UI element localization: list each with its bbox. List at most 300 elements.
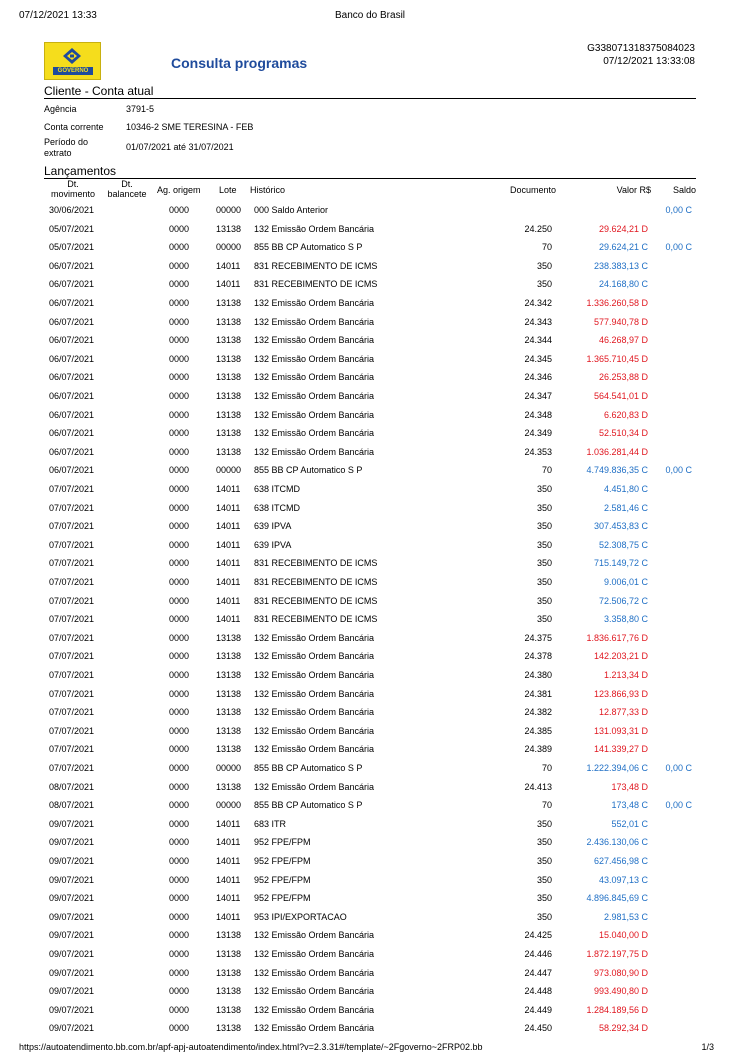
table-row (0, 833, 740, 851)
page-number: 1/3 (701, 1042, 714, 1052)
col-header-saldo: Saldo (672, 185, 696, 195)
cell-historico: 855 BB CP Automatico S P (254, 465, 363, 476)
table-row (0, 257, 740, 275)
cell-dt-movimento: 06/07/2021 (49, 465, 95, 476)
cell-lote: 14011 (216, 874, 241, 885)
cell-historico: 855 BB CP Automatico S P (254, 242, 363, 253)
col-header-dt-movimento-line-2: movimento (50, 189, 95, 199)
cell-valor: 973.080,90 D (593, 967, 648, 978)
cell-documento: 70 (541, 800, 552, 811)
cell-dt-movimento: 07/07/2021 (49, 744, 95, 755)
cell-lote: 14011 (216, 614, 241, 625)
cell-lote: 14011 (216, 911, 241, 922)
cell-valor: 173,48 C (611, 800, 648, 811)
cell-ag-origem: 0000 (169, 521, 190, 532)
cell-valor: 1.836.617,76 D (586, 632, 648, 643)
cell-ag-origem: 0000 (169, 856, 190, 866)
cell-historico: 132 Emissão Ordem Bancária (254, 391, 375, 401)
table-row (0, 573, 740, 591)
cell-ag-origem: 0000 (169, 335, 190, 346)
cell-documento: 24.250 (524, 223, 552, 234)
cell-lote: 14011 (216, 856, 241, 866)
table-row (0, 722, 740, 740)
cell-historico: 639 IPVA (254, 539, 292, 550)
cell-documento: 350 (536, 521, 552, 532)
cell-valor: 3.358,80 C (603, 614, 648, 625)
cell-ag-origem: 0000 (169, 911, 190, 922)
col-header-dt-movimento-line-1: Dt. (67, 179, 79, 189)
cell-valor: 173,48 D (611, 781, 648, 792)
cell-dt-movimento: 09/07/2021 (49, 893, 95, 904)
table-row (0, 945, 740, 963)
cell-dt-movimento: 09/07/2021 (49, 856, 95, 866)
cell-dt-movimento: 07/07/2021 (49, 632, 95, 643)
cell-ag-origem: 0000 (169, 502, 190, 513)
table-row (0, 647, 740, 665)
cell-ag-origem: 0000 (169, 1004, 190, 1015)
cell-historico: 831 RECEBIMENTO DE ICMS (254, 558, 378, 569)
client-divider (44, 98, 696, 99)
cell-documento: 350 (536, 893, 552, 904)
table-row (0, 461, 740, 479)
cell-dt-movimento: 07/07/2021 (49, 688, 95, 699)
cell-dt-movimento: 30/06/2021 (49, 205, 95, 215)
cell-historico: 831 RECEBIMENTO DE ICMS (254, 614, 378, 625)
cell-documento: 24.385 (524, 725, 552, 736)
cell-dt-movimento: 09/07/2021 (49, 967, 95, 978)
cell-ag-origem: 0000 (169, 428, 190, 439)
cell-historico: 132 Emissão Ordem Bancária (254, 316, 375, 327)
cell-valor: 52.308,75 C (598, 539, 648, 550)
cell-ag-origem: 0000 (169, 800, 190, 811)
cell-lote: 13138 (216, 428, 242, 439)
cell-documento: 24.381 (524, 688, 552, 699)
cell-historico: 952 FPE/FPM (254, 856, 311, 866)
cell-historico: 132 Emissão Ordem Bancária (254, 688, 375, 699)
col-header-valor: Valor R$ (616, 185, 651, 195)
table-row (0, 350, 740, 368)
cell-ag-origem: 0000 (169, 316, 190, 327)
cell-valor: 1.222.394,06 C (586, 763, 648, 773)
cell-valor: 4.896.845,69 C (586, 893, 648, 904)
cell-historico: 132 Emissão Ordem Bancária (254, 930, 375, 941)
cell-ag-origem: 0000 (169, 465, 190, 476)
cell-lote: 13138 (216, 725, 242, 736)
cell-valor: 72.506,72 C (598, 595, 648, 606)
cell-historico: 132 Emissão Ordem Bancária (254, 335, 375, 346)
periodo-label-line-2: extrato (44, 148, 72, 158)
cell-valor: 1.336.260,58 D (586, 298, 648, 308)
cell-documento: 350 (536, 911, 552, 922)
cell-documento: 350 (536, 818, 552, 829)
cell-ag-origem: 0000 (169, 632, 190, 643)
cell-documento: 24.344 (524, 335, 552, 346)
cell-documento: 24.346 (524, 372, 552, 383)
cell-documento: 24.348 (524, 409, 552, 420)
table-row (0, 1019, 740, 1037)
cell-valor: 4.451,80 C (603, 484, 648, 494)
cell-historico: 132 Emissão Ordem Bancária (254, 353, 375, 364)
table-row (0, 499, 740, 517)
cell-documento: 350 (536, 856, 552, 866)
cell-saldo: 0,00 C (665, 205, 692, 215)
cell-ag-origem: 0000 (169, 558, 190, 569)
cell-lote: 13138 (216, 651, 242, 662)
cell-valor: 12.877,33 D (598, 707, 648, 718)
print-timestamp: 07/12/2021 13:33 (19, 10, 97, 21)
cell-dt-movimento: 05/07/2021 (49, 242, 95, 253)
cell-documento: 70 (541, 763, 552, 773)
cell-lote: 00000 (216, 242, 242, 253)
cell-dt-movimento: 07/07/2021 (49, 521, 95, 532)
cell-dt-movimento: 06/07/2021 (49, 446, 95, 457)
cell-lote: 00000 (216, 763, 242, 773)
cell-documento: 24.380 (524, 670, 552, 680)
document-datetime: 07/12/2021 13:33:08 (603, 56, 695, 67)
cell-ag-origem: 0000 (169, 930, 190, 941)
cell-ag-origem: 0000 (169, 242, 190, 253)
cell-documento: 350 (536, 614, 552, 625)
cell-documento: 24.343 (524, 316, 552, 327)
cell-ag-origem: 0000 (169, 744, 190, 755)
client-section-title: Cliente - Conta atual (44, 84, 154, 98)
cell-valor: 58.292,34 D (598, 1023, 648, 1034)
table-row (0, 666, 740, 684)
cell-documento: 24.425 (524, 930, 552, 941)
cell-valor: 2.436.130,06 C (586, 837, 648, 848)
cell-valor: 627.456,98 C (593, 856, 648, 866)
table-row (0, 908, 740, 926)
cell-valor: 46.268,97 D (598, 335, 648, 346)
cell-historico: 132 Emissão Ordem Bancária (254, 632, 375, 643)
table-row (0, 313, 740, 331)
cell-historico: 831 RECEBIMENTO DE ICMS (254, 279, 378, 290)
page-title: Consulta programas (171, 55, 308, 71)
cell-saldo: 0,00 C (665, 465, 692, 476)
cell-ag-origem: 0000 (169, 446, 190, 457)
table-row (0, 424, 740, 442)
cell-documento: 350 (536, 539, 552, 550)
cell-ag-origem: 0000 (169, 837, 190, 848)
col-header-dt-balancete (104, 179, 150, 199)
table-row (0, 982, 740, 1000)
cell-lote: 13138 (216, 353, 242, 364)
cell-dt-movimento: 06/07/2021 (49, 316, 95, 327)
cell-valor: 577.940,78 D (593, 316, 648, 327)
cell-valor: 238.383,13 C (593, 260, 648, 271)
page-url: https://autoatendimento.bb.com.br/apf-apj-autoatendimento/index.html?v=2.3.31#/template/~2Fgoverno~2FRP02.bb (19, 1042, 483, 1052)
cell-documento: 24.353 (524, 446, 552, 457)
cell-valor: 26.253,88 D (598, 372, 648, 383)
cell-ag-origem: 0000 (169, 484, 190, 494)
cell-historico: 132 Emissão Ordem Bancária (254, 298, 375, 308)
cell-dt-movimento: 09/07/2021 (49, 874, 95, 885)
cell-valor: 564.541,01 D (593, 391, 648, 401)
cell-ag-origem: 0000 (169, 595, 190, 606)
table-row (0, 220, 740, 238)
cell-lote: 14011 (216, 893, 241, 904)
cell-valor: 52.510,34 D (598, 428, 648, 439)
cell-historico: 683 ITR (254, 818, 287, 829)
table-row (0, 778, 740, 796)
cell-historico: 953 IPI/EXPORTACAO (254, 911, 347, 922)
cell-lote: 14011 (216, 521, 241, 532)
cell-lote: 14011 (216, 818, 241, 829)
cell-lote: 13138 (216, 986, 242, 997)
cell-lote: 14011 (216, 539, 241, 550)
cell-lote: 13138 (216, 446, 242, 457)
table-row (0, 926, 740, 944)
table-row (0, 964, 740, 982)
cell-dt-movimento: 07/07/2021 (49, 595, 95, 606)
cell-historico: 855 BB CP Automatico S P (254, 763, 363, 773)
cell-historico: 132 Emissão Ordem Bancária (254, 1023, 375, 1034)
print-site-title: Banco do Brasil (334, 10, 406, 21)
cell-lote: 13138 (216, 223, 242, 234)
table-row (0, 517, 740, 535)
cell-ag-origem: 0000 (169, 949, 190, 959)
cell-lote: 00000 (216, 205, 242, 215)
cell-valor: 141.339,27 D (593, 744, 648, 755)
cell-lote: 13138 (216, 1023, 242, 1034)
cell-documento: 24.450 (524, 1023, 552, 1034)
cell-historico: 132 Emissão Ordem Bancária (254, 428, 375, 439)
cell-historico: 132 Emissão Ordem Bancária (254, 949, 375, 959)
cell-lote: 14011 (216, 558, 241, 569)
cell-documento: 350 (536, 595, 552, 606)
cell-lote: 14011 (216, 577, 241, 587)
cell-ag-origem: 0000 (169, 1023, 190, 1034)
cell-dt-movimento: 07/07/2021 (49, 502, 95, 513)
cell-dt-movimento: 08/07/2021 (49, 781, 95, 792)
cell-documento: 70 (541, 242, 552, 253)
table-row (0, 406, 740, 424)
cell-dt-movimento: 07/07/2021 (49, 558, 95, 569)
cell-ag-origem: 0000 (169, 670, 190, 680)
cell-documento: 350 (536, 260, 552, 271)
cell-lote: 14011 (216, 484, 241, 494)
cell-valor: 29.624,21 C (598, 242, 648, 253)
col-header-ag-origem: Ag. origem (157, 185, 201, 195)
cell-historico: 132 Emissão Ordem Bancária (254, 651, 375, 662)
cell-documento: 24.342 (524, 298, 552, 308)
col-header-lote: Lote (219, 185, 237, 195)
cell-ag-origem: 0000 (169, 707, 190, 718)
cell-documento: 24.347 (524, 391, 552, 401)
cell-dt-movimento: 05/07/2021 (49, 223, 95, 234)
cell-lote: 13138 (216, 335, 242, 346)
cell-ag-origem: 0000 (169, 763, 190, 773)
cell-valor: 24.168,80 C (598, 279, 648, 290)
cell-documento: 350 (536, 484, 552, 494)
cell-dt-movimento: 07/07/2021 (49, 670, 95, 680)
cell-lote: 13138 (216, 781, 242, 792)
cell-ag-origem: 0000 (169, 874, 190, 885)
cell-historico: 952 FPE/FPM (254, 837, 311, 848)
cell-dt-movimento: 06/07/2021 (49, 428, 95, 439)
cell-documento: 70 (541, 465, 552, 476)
cell-ag-origem: 0000 (169, 298, 190, 308)
cell-lote: 13138 (216, 298, 242, 308)
cell-lote: 00000 (216, 465, 242, 476)
cell-lote: 13138 (216, 391, 242, 401)
cell-valor: 9.006,01 C (603, 577, 648, 587)
bb-logo-icon (61, 47, 83, 65)
col-header-dt-balancete-line-2: balancete (107, 189, 147, 199)
table-row (0, 480, 740, 498)
cell-lote: 13138 (216, 967, 242, 978)
table-row (0, 796, 740, 814)
document-id-block (587, 42, 695, 68)
cell-historico: 132 Emissão Ordem Bancária (254, 986, 375, 997)
cell-dt-movimento: 06/07/2021 (49, 372, 95, 383)
cell-valor: 142.203,21 D (593, 651, 648, 662)
cell-lote: 13138 (216, 632, 242, 643)
cell-ag-origem: 0000 (169, 279, 190, 290)
table-row (0, 1001, 740, 1019)
cell-ag-origem: 0000 (169, 967, 190, 978)
cell-historico: 952 FPE/FPM (254, 874, 311, 885)
table-row (0, 368, 740, 386)
cell-dt-movimento: 06/07/2021 (49, 353, 95, 364)
logo-caption: GOVERNO (53, 67, 93, 75)
cell-documento: 24.375 (524, 632, 552, 643)
cell-valor: 1.036.281,44 D (586, 446, 648, 457)
cell-dt-movimento: 07/07/2021 (49, 484, 95, 494)
periodo-value: 01/07/2021 até 31/07/2021 (126, 142, 234, 152)
cell-historico: 132 Emissão Ordem Bancária (254, 725, 375, 736)
table-row (0, 387, 740, 405)
cell-valor: 43.097,13 C (598, 874, 648, 885)
cell-valor: 307.453,83 C (593, 521, 648, 532)
cell-valor: 552,01 C (611, 818, 648, 829)
cell-valor: 29.624,21 D (598, 223, 648, 234)
cell-dt-movimento: 06/07/2021 (49, 409, 95, 420)
cell-historico: 639 IPVA (254, 521, 292, 532)
cell-lote: 14011 (216, 595, 241, 606)
lancamentos-section-title: Lançamentos (44, 164, 117, 178)
cell-dt-movimento: 08/07/2021 (49, 800, 95, 811)
cell-dt-movimento: 09/07/2021 (49, 986, 95, 997)
cell-historico: 132 Emissão Ordem Bancária (254, 409, 375, 420)
table-row (0, 294, 740, 312)
table-row (0, 238, 740, 256)
cell-valor: 2.581,46 C (603, 502, 648, 513)
table-row (0, 629, 740, 647)
cell-documento: 24.413 (524, 781, 552, 792)
cell-lote: 14011 (216, 502, 241, 513)
cell-valor: 1.365.710,45 D (586, 353, 648, 364)
cell-historico: 831 RECEBIMENTO DE ICMS (254, 577, 378, 587)
cell-documento: 24.389 (524, 744, 552, 755)
cell-valor: 123.866,93 D (593, 688, 648, 699)
cell-documento: 350 (536, 279, 552, 290)
col-header-documento: Documento (509, 185, 556, 195)
cell-valor: 15.040,00 D (598, 930, 648, 941)
cell-lote: 13138 (216, 1004, 242, 1015)
cell-historico: 132 Emissão Ordem Bancária (254, 446, 375, 457)
cell-historico: 132 Emissão Ordem Bancária (254, 707, 375, 718)
cell-historico: 952 FPE/FPM (254, 893, 311, 904)
cell-lote: 13138 (216, 688, 242, 699)
cell-documento: 24.447 (524, 967, 552, 978)
cell-dt-movimento: 07/07/2021 (49, 651, 95, 662)
cell-dt-movimento: 07/07/2021 (49, 614, 95, 625)
cell-dt-movimento: 09/07/2021 (49, 837, 95, 848)
cell-valor: 993.490,80 D (593, 986, 648, 997)
cell-saldo: 0,00 C (665, 242, 692, 253)
agencia-label: Agência (44, 104, 77, 114)
cell-lote: 14011 (216, 260, 241, 271)
cell-ag-origem: 0000 (169, 725, 190, 736)
cell-ag-origem: 0000 (169, 205, 190, 215)
conta-label: Conta corrente (44, 122, 104, 132)
cell-dt-movimento: 09/07/2021 (49, 911, 95, 922)
cell-ag-origem: 0000 (169, 539, 190, 550)
table-row (0, 554, 740, 572)
cell-documento: 24.448 (524, 986, 552, 997)
table-row (0, 759, 740, 777)
cell-ag-origem: 0000 (169, 986, 190, 997)
cell-historico: 132 Emissão Ordem Bancária (254, 781, 375, 792)
cell-ag-origem: 0000 (169, 688, 190, 699)
cell-dt-movimento: 07/07/2021 (49, 707, 95, 718)
table-row (0, 331, 740, 349)
cell-lote: 13138 (216, 372, 242, 383)
cell-lote: 13138 (216, 670, 242, 680)
cell-lote: 13138 (216, 316, 242, 327)
cell-documento: 350 (536, 558, 552, 569)
cell-lote: 13138 (216, 949, 242, 959)
cell-dt-movimento: 09/07/2021 (49, 818, 95, 829)
cell-historico: 132 Emissão Ordem Bancária (254, 223, 375, 234)
cell-valor: 4.749.836,35 C (586, 465, 648, 476)
cell-historico: 132 Emissão Ordem Bancária (254, 967, 375, 978)
cell-lote: 14011 (216, 837, 241, 848)
cell-documento: 24.446 (524, 949, 552, 959)
table-row (0, 815, 740, 833)
cell-dt-movimento: 06/07/2021 (49, 391, 95, 401)
table-row (0, 275, 740, 293)
cell-valor: 1.284.189,56 D (586, 1004, 648, 1015)
cell-dt-movimento: 07/07/2021 (49, 725, 95, 736)
col-header-dt-balancete-line-1: Dt. (121, 179, 133, 189)
cell-historico: 638 ITCMD (254, 502, 301, 513)
cell-lote: 00000 (216, 800, 242, 811)
cell-valor: 715.149,72 C (593, 558, 648, 569)
cell-documento: 24.449 (524, 1004, 552, 1015)
cell-ag-origem: 0000 (169, 260, 190, 271)
cell-historico: 132 Emissão Ordem Bancária (254, 1004, 375, 1015)
cell-dt-movimento: 07/07/2021 (49, 539, 95, 550)
cell-lote: 13138 (216, 409, 242, 420)
cell-valor: 131.093,31 D (593, 725, 648, 736)
periodo-label (44, 137, 88, 159)
periodo-label-line-1: Período do (44, 137, 89, 147)
cell-historico: 831 RECEBIMENTO DE ICMS (254, 595, 378, 606)
cell-historico: 132 Emissão Ordem Bancária (254, 670, 375, 680)
cell-dt-movimento: 06/07/2021 (49, 298, 95, 308)
cell-documento: 350 (536, 502, 552, 513)
cell-dt-movimento: 09/07/2021 (49, 1004, 95, 1015)
cell-ag-origem: 0000 (169, 893, 190, 904)
cell-ag-origem: 0000 (169, 223, 190, 234)
cell-documento: 24.378 (524, 651, 552, 662)
table-row (0, 610, 740, 628)
cell-ag-origem: 0000 (169, 353, 190, 364)
document-code: G338071318375084023 (587, 43, 695, 54)
table-row (0, 685, 740, 703)
